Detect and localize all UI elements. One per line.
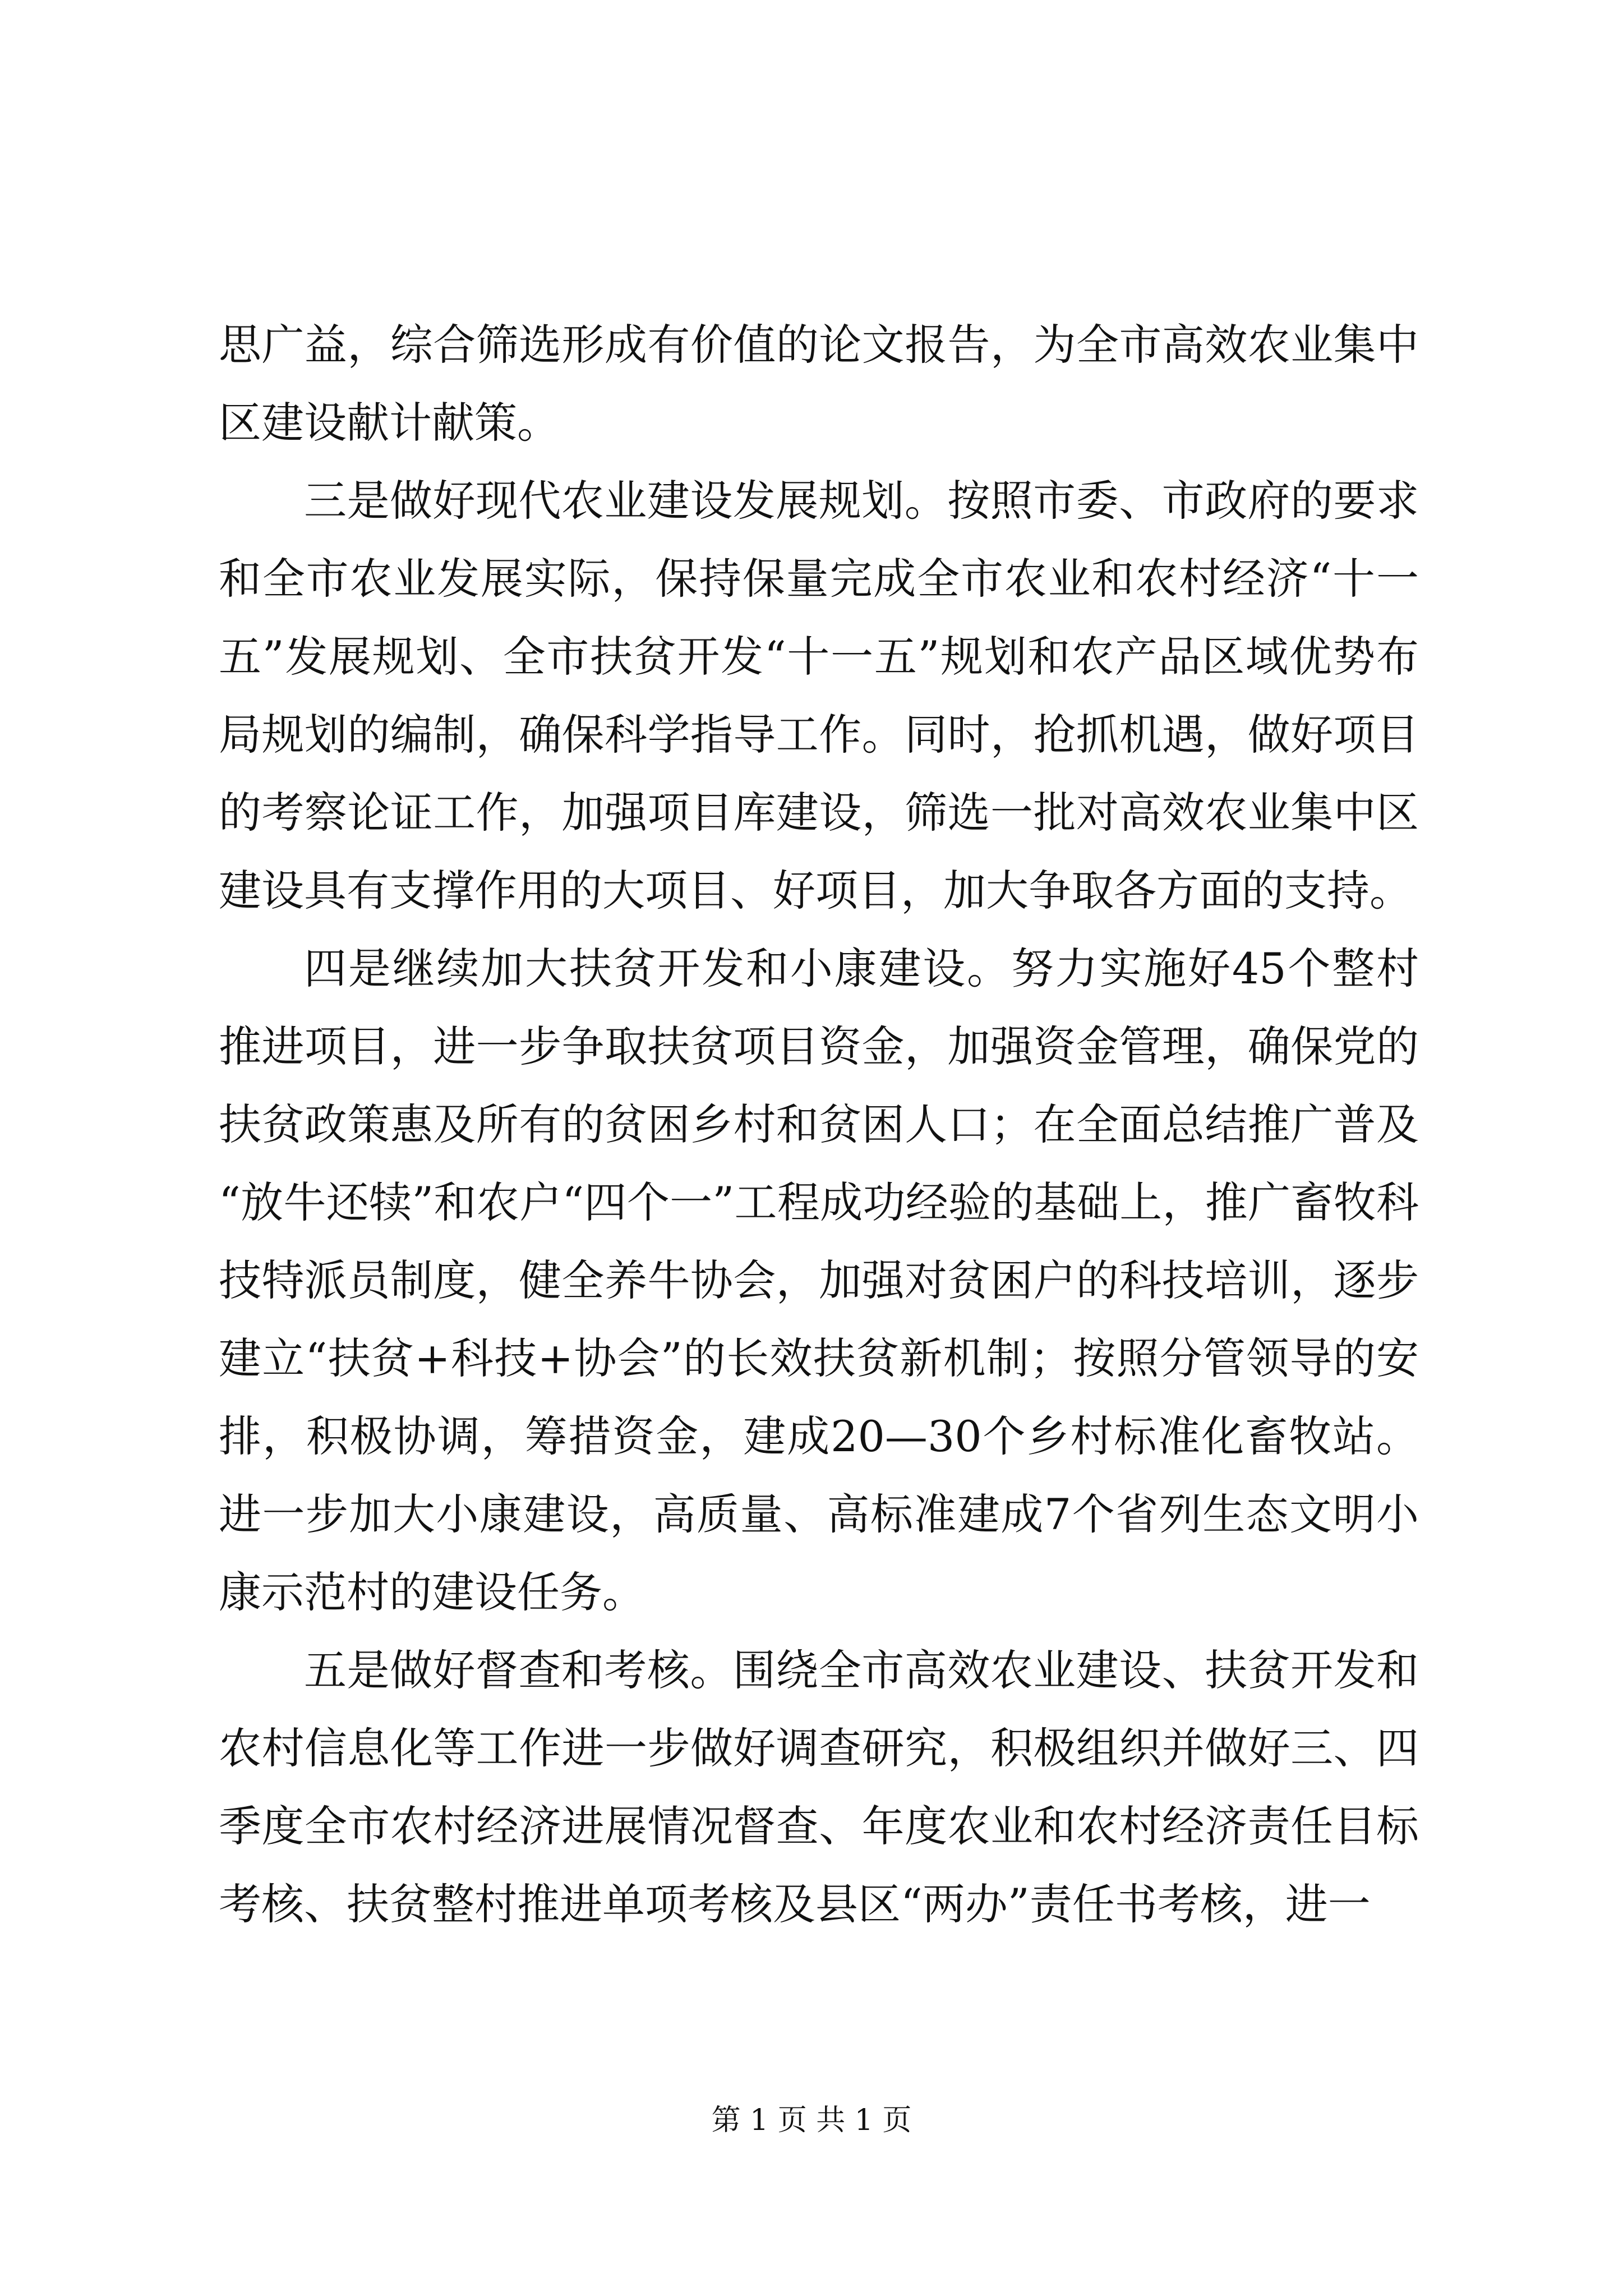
paragraph-continuation: 思广益，综合筛选形成有价值的论文报告，为全市高效农业集中区建设献计献策。 [219,320,1419,448]
page-footer: 第 1 页 共 1 页 [711,2104,912,2137]
paragraph-item-3: 三是做好现代农业建设发展规划。按照市委、市政府的要求和全市农业发展实际，保持保量完成全市农业和农村经济“十一五”发展规划、全市扶贫开发“十一五”规划和农产品区域优势布局规划的编制，确保科学指导工作。同时，抢抓机遇，做好项目的考察论证工作，加强项目库建设，筛选一批对高效农业集中区建设具有支撑作用的大项目、好项目，加大争取各方面的支持。 [219,476,1419,915]
paragraph-item-5: 五是做好督查和考核。围绕全市高效农业建设、扶贫开发和农村信息化等工作进一步做好调查研究，积极组织并做好三、四季度全市农村经济进展情况督查、年度农业和农村经济责任目标考核、扶贫整村推进单项考核及县区“两办”责任书考核，进一 [219,1645,1419,1929]
document-body [219,306,1419,1943]
paragraph-item-4: 四是继续加大扶贫开发和小康建设。努力实施好45个整村推进项目，进一步争取扶贫项目资金，加强资金管理，确保党的扶贫政策惠及所有的贫困乡村和贫困人口；在全面总结推广普及“放牛还犊”和农户“四个一”工程成功经验的基础上，推广畜牧科技特派员制度，健全养牛协会，加强对贫困户的科技培训，逐步建立“扶贫+科技+协会”的长效扶贫新机制；按照分管领导的安排，积极协调，筹措资金，建成20—30个乡村标准化畜牧站。进一步加大小康建设，高质量、高标准建成7个省列生态文明小康示范村的建设任务。 [219,944,1419,1617]
